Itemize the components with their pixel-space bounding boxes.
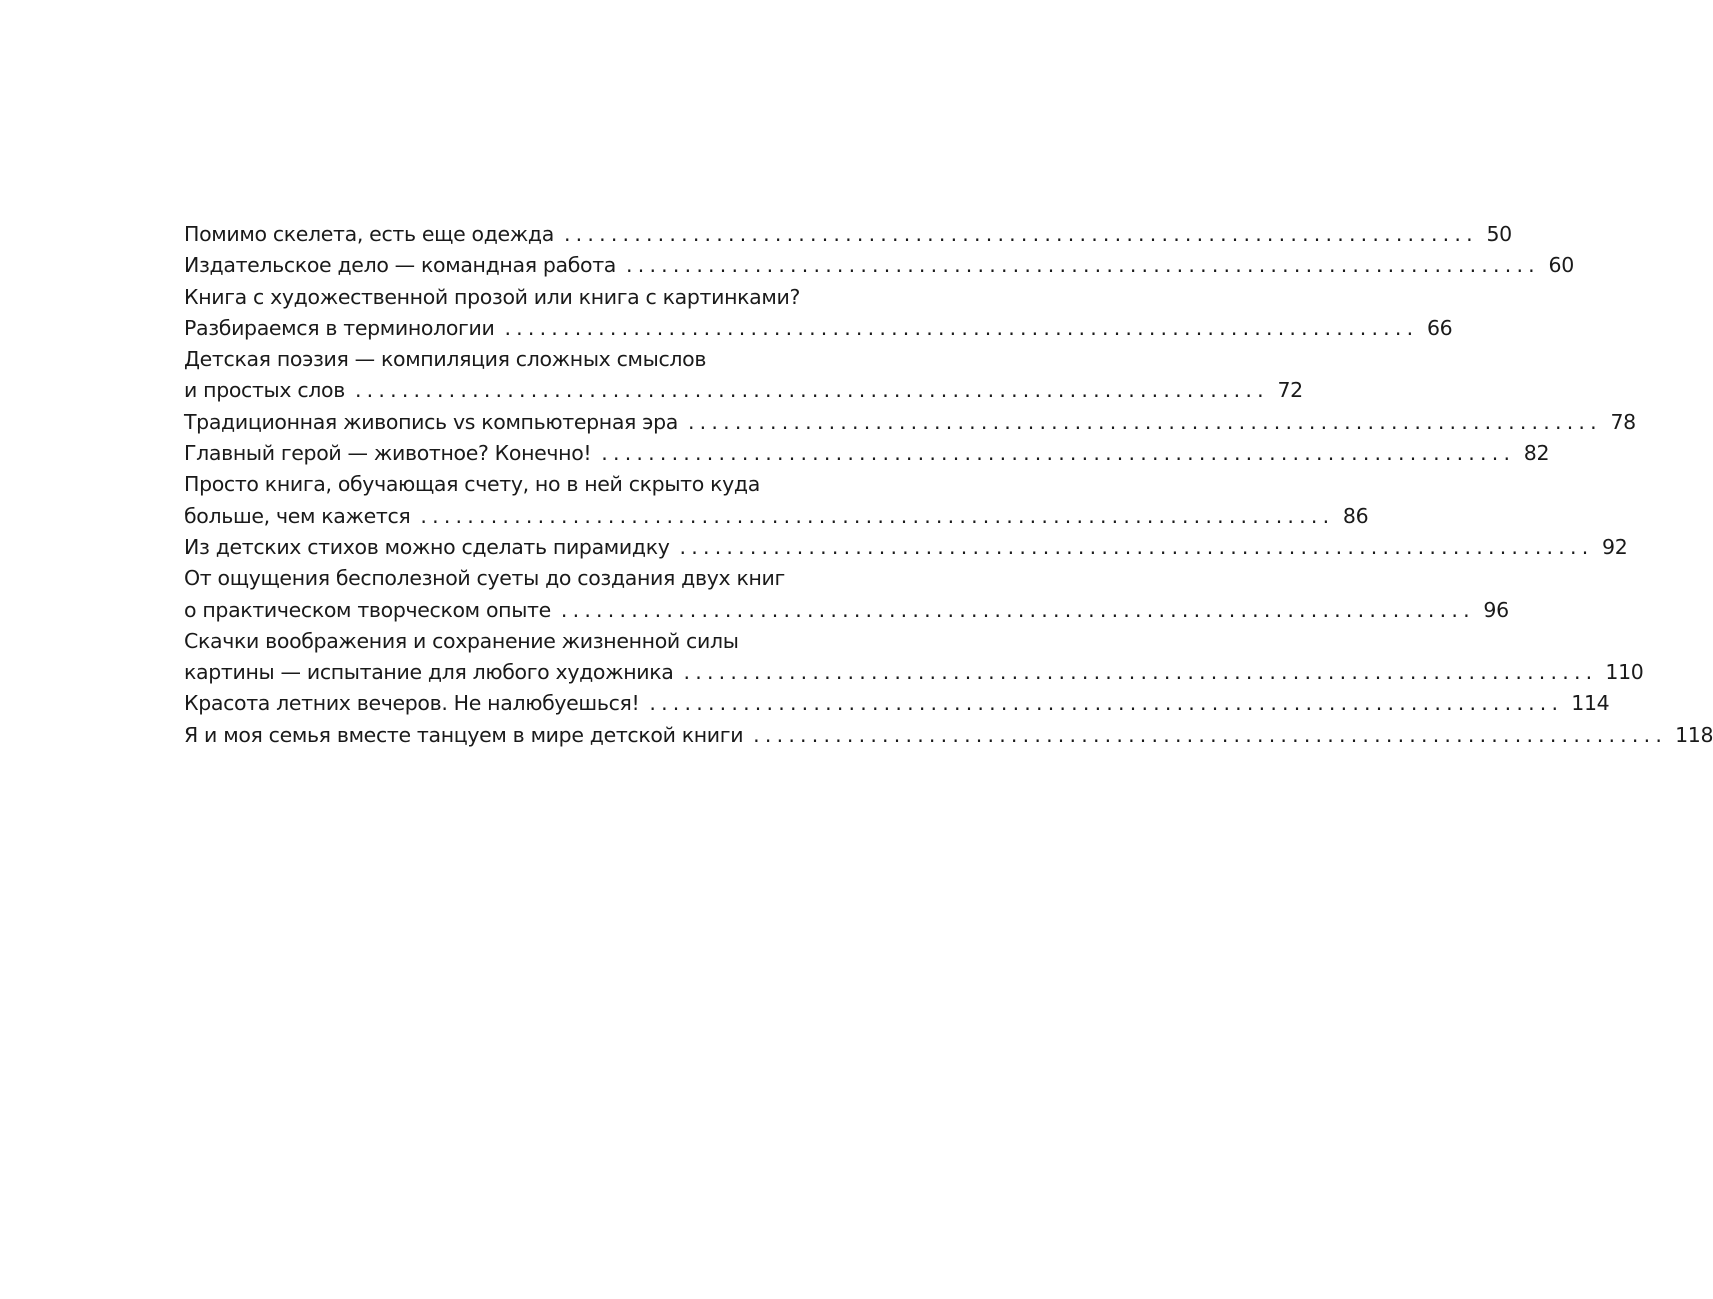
dot-leader: ..............................................................................: [354, 378, 1269, 403]
toc-line: [184, 407, 1636, 438]
toc-entry-title: Из детских стихов можно сделать пирамидку: [184, 534, 670, 559]
toc-entry-title: Издательское дело — командная работа: [184, 253, 617, 278]
toc-entry-title: Детская поэзия — компиляция сложных смыслов: [184, 347, 707, 372]
toc-line: [184, 344, 832, 375]
toc-entry[interactable]: [184, 626, 1644, 689]
dot-leader: ..............................................................................: [563, 222, 1478, 246]
toc-line: [184, 595, 1509, 626]
toc-line: [184, 469, 832, 500]
toc-entry-title: Просто книга, обучающая счету, но в ней скрыто куда: [184, 472, 760, 497]
toc-line: [184, 375, 1303, 406]
toc-entry-page: 110: [1605, 660, 1644, 685]
dot-leader: ..............................................................................: [679, 534, 1594, 559]
toc-entry-title-continued: больше, чем кажется: [184, 503, 411, 528]
toc-entry[interactable]: [184, 250, 1574, 281]
toc-entry-page: 114: [1571, 691, 1610, 716]
toc-entry[interactable]: [184, 469, 1369, 532]
toc-line: [184, 563, 832, 594]
toc-entry-title: Главный герой — животное? Конечно!: [184, 441, 592, 466]
toc-entry[interactable]: [184, 563, 1509, 626]
toc-line: [184, 501, 1369, 532]
toc-entry[interactable]: [184, 282, 1453, 345]
toc-line: [184, 219, 1512, 250]
toc-line: [184, 720, 1713, 751]
toc-entry-page: 72: [1277, 378, 1303, 403]
toc-entry-page: 96: [1483, 597, 1509, 622]
toc-entry-title: Книга с художественной прозой или книга с картинками?: [184, 284, 801, 309]
toc-entry[interactable]: [184, 438, 1550, 469]
toc-entry-page: 66: [1426, 315, 1453, 340]
toc-entry-title: Я и моя семья вместе танцуем в мире детской книги: [184, 722, 744, 747]
toc-entry-title: Скачки воображения и сохранение жизненной силы: [184, 628, 739, 653]
dot-leader: ..............................................................................: [626, 253, 1540, 278]
toc-entry-page: 86: [1342, 503, 1369, 528]
toc-entry-title: Помимо скелета, есть еще одежда: [184, 222, 554, 246]
toc-entry-title-continued: картины — испытание для любого художника: [184, 660, 674, 685]
dot-leader: ..............................................................................: [683, 660, 1598, 685]
toc-entry[interactable]: [184, 720, 1713, 751]
toc-entry-title: От ощущения бесполезной суеты до создания двух книг: [184, 566, 785, 591]
toc-line: [184, 250, 1574, 281]
dot-leader: ..............................................................................: [420, 503, 1335, 528]
dot-leader: ..............................................................................: [753, 722, 1668, 747]
toc-entry-title-continued: и простых слов: [184, 378, 345, 403]
dot-leader: ..............................................................................: [687, 409, 1602, 434]
toc-entry[interactable]: [184, 688, 1610, 719]
toc-line: [184, 313, 1453, 344]
toc-entry-title-continued: о практическом творческом опыте: [184, 597, 551, 622]
toc-entry-title: Традиционная живопись vs компьютерная эра: [184, 409, 678, 434]
toc-entry-title: Красота летних вечеров. Не налюбуешься!: [184, 691, 640, 716]
toc-entry-page: 92: [1602, 534, 1628, 559]
toc-entry-title-continued: Разбираемся в терминологии: [184, 315, 495, 340]
dot-leader: ..............................................................................: [504, 315, 1419, 340]
toc-entry-page: 82: [1523, 441, 1550, 466]
dot-leader: ..............................................................................: [649, 691, 1564, 716]
toc-entry-page: 50: [1486, 222, 1512, 246]
table-of-contents: [184, 219, 1713, 751]
toc-line: [184, 282, 832, 313]
toc-entry[interactable]: [184, 219, 1512, 250]
toc-entry[interactable]: [184, 407, 1636, 438]
toc-line: [184, 688, 1610, 719]
toc-entry[interactable]: [184, 532, 1628, 563]
dot-leader: ..............................................................................: [560, 597, 1475, 622]
toc-line: [184, 626, 832, 657]
toc-line: [184, 532, 1628, 563]
dot-leader: ..............................................................................: [601, 441, 1516, 466]
toc-line: [184, 438, 1550, 469]
toc-entry-page: 60: [1548, 253, 1574, 278]
toc-line: [184, 657, 1644, 688]
toc-entry[interactable]: [184, 344, 1303, 407]
toc-entry-page: 78: [1610, 409, 1636, 434]
toc-entry-page: 118: [1675, 722, 1713, 747]
